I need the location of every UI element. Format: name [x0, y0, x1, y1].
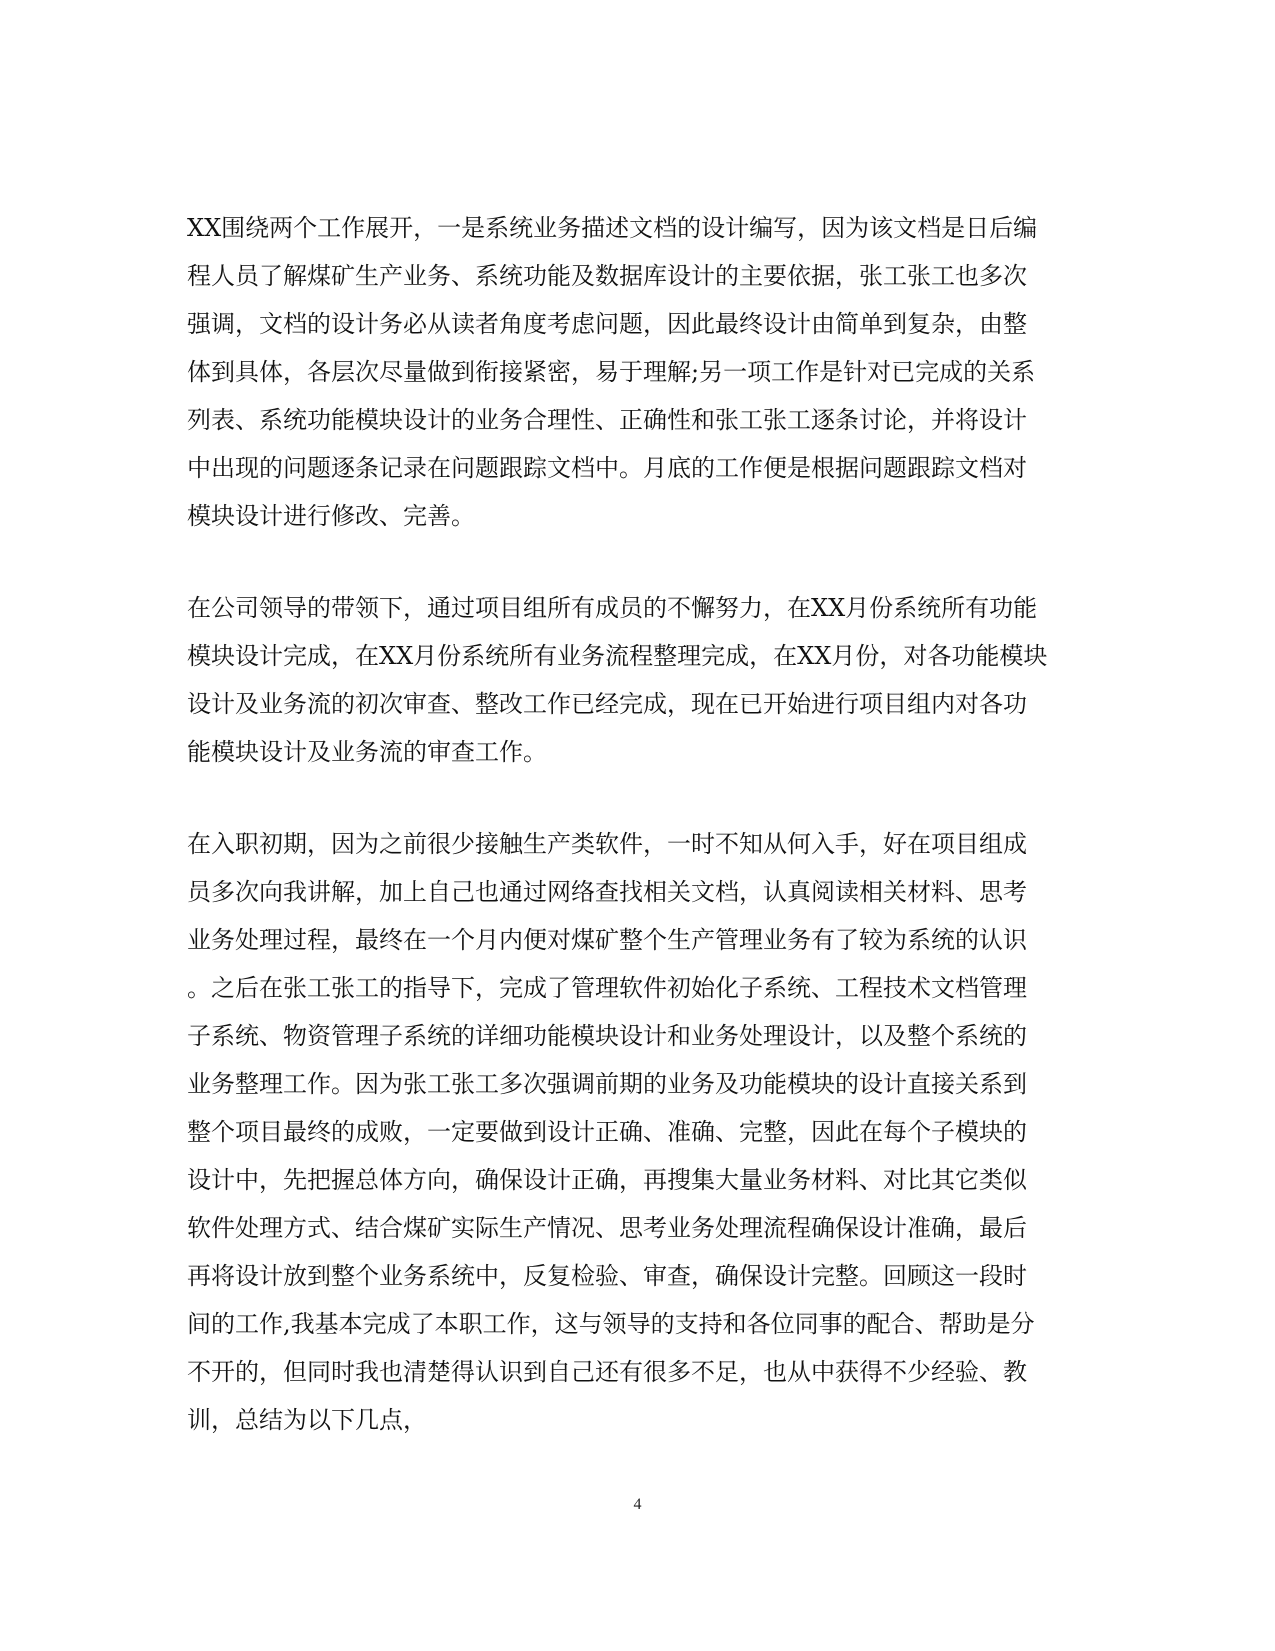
paragraph-line: 在入职初期，因为之前很少接触生产类软件，一时不知从何入手，好在项目组成 [187, 830, 1027, 858]
paragraph-line: 设计及业务流的初次审查、整改工作已经完成，现在已开始进行项目组内对各功 [187, 690, 1027, 718]
paragraph-line: 模块设计完成，在XX月份系统所有业务流程整理完成，在XX月份，对各功能模块 [187, 642, 1048, 670]
paragraph-2 [187, 584, 1067, 776]
paragraph-line: 体到具体，各层次尽量做到衔接紧密，易于理解;另一项工作是针对已完成的关系 [187, 358, 1036, 386]
paragraph-line: XX围绕两个工作展开，一是系统业务描述文档的设计编写，因为该文档是日后编 [187, 214, 1038, 242]
paragraph-line: 训，总结为以下几点， [187, 1406, 427, 1434]
paragraph-line: 整个项目最终的成败，一定要做到设计正确、准确、完整，因此在每个子模块的 [187, 1118, 1027, 1146]
paragraph-line: 。之后在张工张工的指导下，完成了管理软件初始化子系统、工程技术文档管理 [187, 974, 1027, 1002]
paragraph-line: 模块设计进行修改、完善。 [187, 502, 475, 530]
paragraph-line: 再将设计放到整个业务系统中，反复检验、审查，确保设计完整。回顾这一段时 [187, 1262, 1027, 1290]
page-number: 4 [633, 1496, 642, 1513]
paragraph-line: 程人员了解煤矿生产业务、系统功能及数据库设计的主要依据，张工张工也多次 [187, 262, 1027, 290]
paragraph-line: 员多次向我讲解，加上自己也通过网络查找相关文档，认真阅读相关材料、思考 [187, 878, 1027, 906]
paragraph-line: 业务整理工作。因为张工张工多次强调前期的业务及功能模块的设计直接关系到 [187, 1070, 1027, 1098]
paragraph-line: 列表、系统功能模块设计的业务合理性、正确性和张工张工逐条讨论，并将设计 [187, 406, 1027, 434]
paragraph-line: 间的工作,我基本完成了本职工作，这与领导的支持和各位同事的配合、帮助是分 [187, 1310, 1035, 1338]
paragraph-line: 能模块设计及业务流的审查工作。 [187, 738, 547, 766]
paragraph-line: 软件处理方式、结合煤矿实际生产情况、思考业务处理流程确保设计准确，最后 [187, 1214, 1027, 1242]
paragraph-line: 不开的，但同时我也清楚得认识到自己还有很多不足，也从中获得不少经验、教 [187, 1358, 1027, 1386]
paragraph-line: 中出现的问题逐条记录在问题跟踪文档中。月底的工作便是根据问题跟踪文档对 [187, 454, 1027, 482]
paragraph-line: 强调，文档的设计务必从读者角度考虑问题，因此最终设计由简单到复杂，由整 [187, 310, 1027, 338]
paragraph-line: 子系统、物资管理子系统的详细功能模块设计和业务处理设计，以及整个系统的 [187, 1022, 1027, 1050]
paragraph-line: 设计中，先把握总体方向，确保设计正确，再搜集大量业务材料、对比其它类似 [187, 1166, 1027, 1194]
document-body [187, 204, 1067, 1444]
paragraph-line: 在公司领导的带领下，通过项目组所有成员的不懈努力，在XX月份系统所有功能 [187, 594, 1038, 622]
paragraph-1 [187, 204, 1067, 540]
paragraph-3 [187, 820, 1067, 1444]
paragraph-line: 业务处理过程，最终在一个月内便对煤矿整个生产管理业务有了较为系统的认识 [187, 926, 1027, 954]
